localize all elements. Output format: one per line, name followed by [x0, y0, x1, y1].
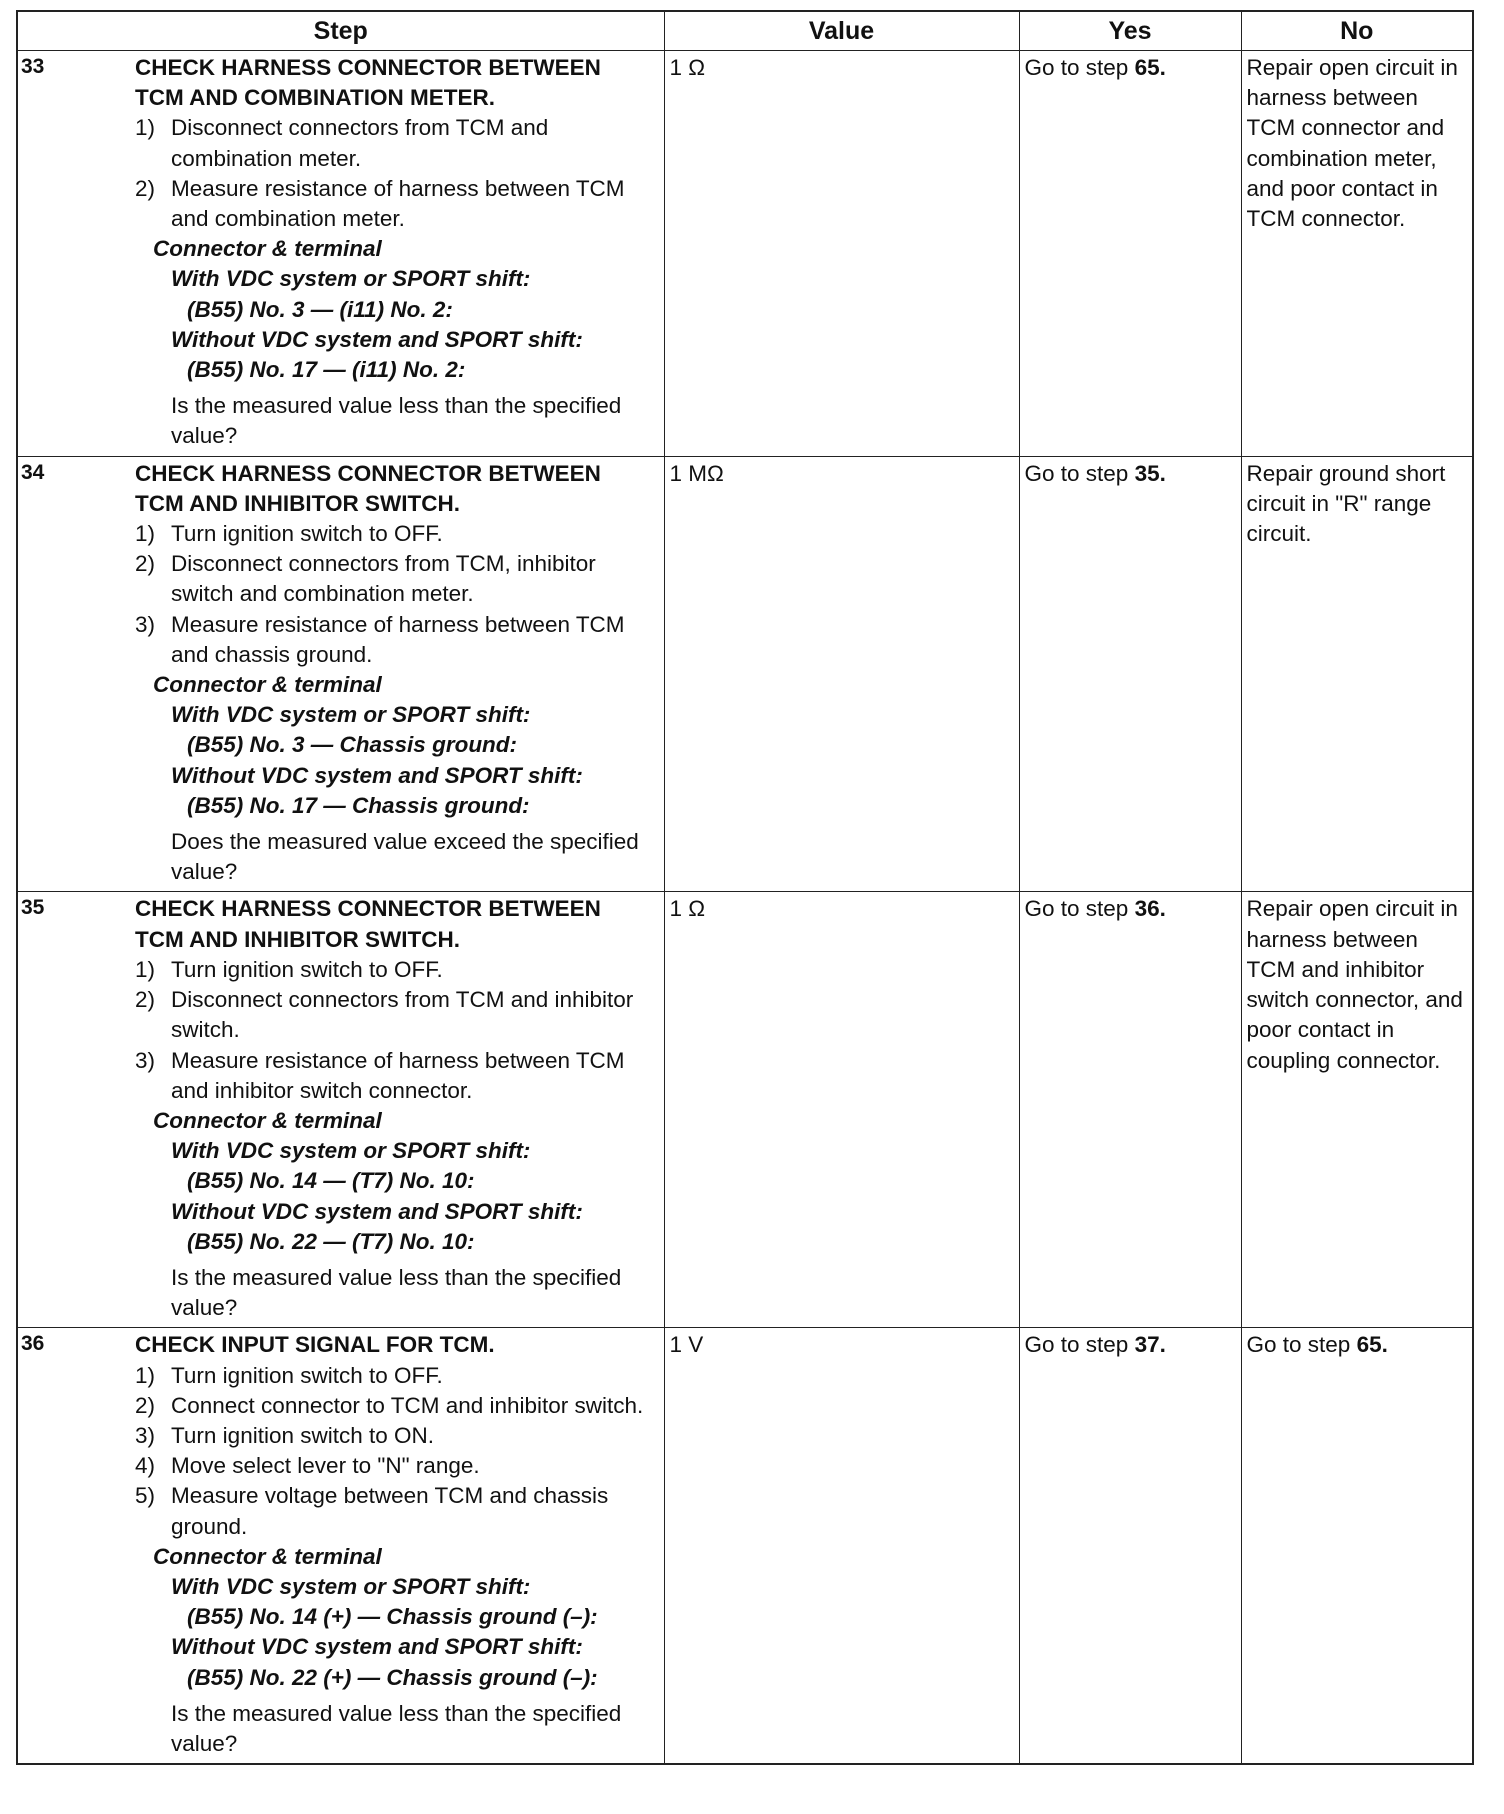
instruction-number: 1): [135, 521, 156, 547]
without-vdc-terminals: (B55) No. 17 — (i11) No. 2:: [187, 357, 466, 383]
step-cell: [131, 456, 664, 892]
yes-step-ref: 36.: [1134, 896, 1166, 922]
without-vdc-terminals: (B55) No. 22 (+) — Chassis ground (–):: [187, 1664, 598, 1690]
instruction-number: 2): [135, 1392, 156, 1418]
no-cell: [1241, 51, 1473, 457]
yes-text: Go to step: [1024, 1332, 1129, 1358]
without-vdc-terminals: (B55) No. 17 — Chassis ground:: [187, 792, 530, 818]
table-row: [17, 892, 1473, 1328]
instruction-item: [135, 1481, 656, 1541]
table-row: [17, 51, 1473, 457]
instruction-text: Measure voltage between TCM and chassis ground.: [171, 1483, 609, 1539]
instruction-text: Connect connector to TCM and inhibitor switch.: [171, 1392, 644, 1418]
no-text: Repair open circuit in harness between TCM connector and combination meter, and poor contact in TCM connector.: [1246, 55, 1458, 232]
header-yes: Yes: [1019, 11, 1241, 51]
instruction-number: 3): [135, 611, 156, 637]
step-title: CHECK HARNESS CONNECTOR BETWEEN TCM AND INHIBITOR SWITCH.: [135, 896, 601, 952]
instruction-item: [135, 1451, 656, 1481]
step-title: CHECK HARNESS CONNECTOR BETWEEN TCM AND COMBINATION METER.: [135, 55, 601, 111]
step-number: 34: [17, 456, 131, 892]
header-no: No: [1241, 11, 1473, 51]
instruction-text: Turn ignition switch to ON.: [171, 1422, 435, 1448]
instruction-item: [135, 610, 656, 670]
no-cell: [1241, 1328, 1473, 1764]
instruction-number: 1): [135, 956, 156, 982]
connector-label: Connector & terminal: [153, 672, 382, 698]
with-vdc-label: With VDC system or SPORT shift:: [171, 266, 531, 292]
instruction-text: Disconnect connectors from TCM and combination meter.: [171, 115, 549, 171]
instruction-text: Measure resistance of harness between TCM and chassis ground.: [171, 611, 625, 667]
no-text: Go to step: [1246, 1332, 1351, 1358]
check-question: Is the measured value less than the specified value?: [171, 1264, 622, 1321]
step-instructions: [135, 1361, 656, 1542]
instruction-text: Turn ignition switch to OFF.: [171, 956, 443, 982]
yes-step-ref: 65.: [1134, 55, 1166, 80]
without-vdc-label: Without VDC system and SPORT shift:: [171, 1634, 583, 1660]
instruction-text: Disconnect connectors from TCM, inhibitor switch and combination meter.: [171, 551, 596, 607]
header-step: Step: [17, 11, 664, 51]
value-cell: 1 MΩ: [664, 456, 1019, 892]
instruction-item: [135, 113, 656, 173]
no-text: Repair ground short circuit in "R" range circuit.: [1246, 460, 1446, 547]
yes-text: Go to step: [1024, 460, 1129, 486]
without-vdc-label: Without VDC system and SPORT shift:: [171, 326, 583, 352]
table-row: [17, 1328, 1473, 1764]
with-vdc-label: With VDC system or SPORT shift:: [171, 1573, 531, 1599]
with-vdc-terminals: (B55) No. 3 — (i11) No. 2:: [187, 296, 453, 322]
connector-label: Connector & terminal: [153, 1107, 382, 1133]
header-value: Value: [664, 11, 1019, 51]
check-question: Does the measured value exceed the specified value?: [171, 829, 639, 885]
check-question: Is the measured value less than the specified value?: [171, 393, 622, 449]
step-cell: [131, 892, 664, 1328]
instruction-item: [135, 985, 656, 1045]
with-vdc-terminals: (B55) No. 14 — (T7) No. 10:: [187, 1168, 475, 1194]
instruction-text: Move select lever to "N" range.: [171, 1453, 480, 1479]
yes-cell: [1019, 456, 1241, 892]
step-instructions: [135, 955, 656, 1106]
instruction-item: [135, 1391, 656, 1421]
instruction-number: 2): [135, 987, 156, 1013]
instruction-number: 5): [135, 1483, 156, 1509]
step-number: 36: [17, 1328, 131, 1764]
instruction-number: 3): [135, 1047, 156, 1073]
with-vdc-label: With VDC system or SPORT shift:: [171, 1138, 531, 1164]
instruction-number: 3): [135, 1422, 156, 1448]
yes-cell: [1019, 1328, 1241, 1764]
header-row: [17, 11, 1473, 51]
instruction-text: Measure resistance of harness between TCM and inhibitor switch connector.: [171, 1047, 625, 1103]
without-vdc-terminals: (B55) No. 22 — (T7) No. 10:: [187, 1228, 475, 1254]
step-number: 35: [17, 892, 131, 1328]
with-vdc-terminals: (B55) No. 14 (+) — Chassis ground (–):: [187, 1604, 598, 1630]
yes-text: Go to step: [1024, 896, 1129, 922]
step-title: CHECK HARNESS CONNECTOR BETWEEN TCM AND INHIBITOR SWITCH.: [135, 460, 601, 516]
instruction-item: [135, 549, 656, 609]
without-vdc-label: Without VDC system and SPORT shift:: [171, 1198, 583, 1224]
instruction-number: 4): [135, 1453, 156, 1479]
value-cell: 1 Ω: [664, 51, 1019, 457]
step-instructions: [135, 519, 656, 670]
no-text: Repair open circuit in harness between TCM and inhibitor switch connector, and poor contact in coupling connector.: [1246, 896, 1463, 1073]
instruction-number: 1): [135, 115, 156, 141]
connector-label: Connector & terminal: [153, 236, 382, 262]
yes-step-ref: 37.: [1134, 1332, 1166, 1358]
value-cell: 1 Ω: [664, 892, 1019, 1328]
value-cell: 1 V: [664, 1328, 1019, 1764]
no-cell: [1241, 456, 1473, 892]
yes-step-ref: 35.: [1134, 460, 1166, 486]
instruction-text: Turn ignition switch to OFF.: [171, 521, 443, 547]
instruction-item: [135, 955, 656, 985]
without-vdc-label: Without VDC system and SPORT shift:: [171, 762, 583, 788]
step-title: CHECK INPUT SIGNAL FOR TCM.: [135, 1332, 495, 1358]
step-instructions: [135, 113, 656, 234]
no-step-ref: 65.: [1356, 1332, 1388, 1358]
check-question: Is the measured value less than the specified value?: [171, 1700, 622, 1756]
instruction-item: [135, 1046, 656, 1106]
instruction-number: 2): [135, 551, 156, 577]
instruction-item: [135, 519, 656, 549]
yes-cell: [1019, 51, 1241, 457]
diagnostic-table: [16, 10, 1474, 1765]
instruction-number: 1): [135, 1362, 156, 1388]
instruction-item: [135, 174, 656, 234]
instruction-text: Turn ignition switch to OFF.: [171, 1362, 443, 1388]
table-row: [17, 456, 1473, 892]
step-cell: [131, 1328, 664, 1764]
instruction-item: [135, 1421, 656, 1451]
instruction-item: [135, 1361, 656, 1391]
instruction-number: 2): [135, 175, 156, 201]
yes-cell: [1019, 892, 1241, 1328]
no-cell: [1241, 892, 1473, 1328]
step-cell: [131, 51, 664, 457]
with-vdc-terminals: (B55) No. 3 — Chassis ground:: [187, 732, 518, 758]
instruction-text: Disconnect connectors from TCM and inhibitor switch.: [171, 987, 634, 1043]
step-number: 33: [17, 51, 131, 457]
instruction-text: Measure resistance of harness between TCM and combination meter.: [171, 175, 625, 232]
yes-text: Go to step: [1024, 55, 1129, 80]
connector-label: Connector & terminal: [153, 1543, 382, 1569]
with-vdc-label: With VDC system or SPORT shift:: [171, 702, 531, 728]
